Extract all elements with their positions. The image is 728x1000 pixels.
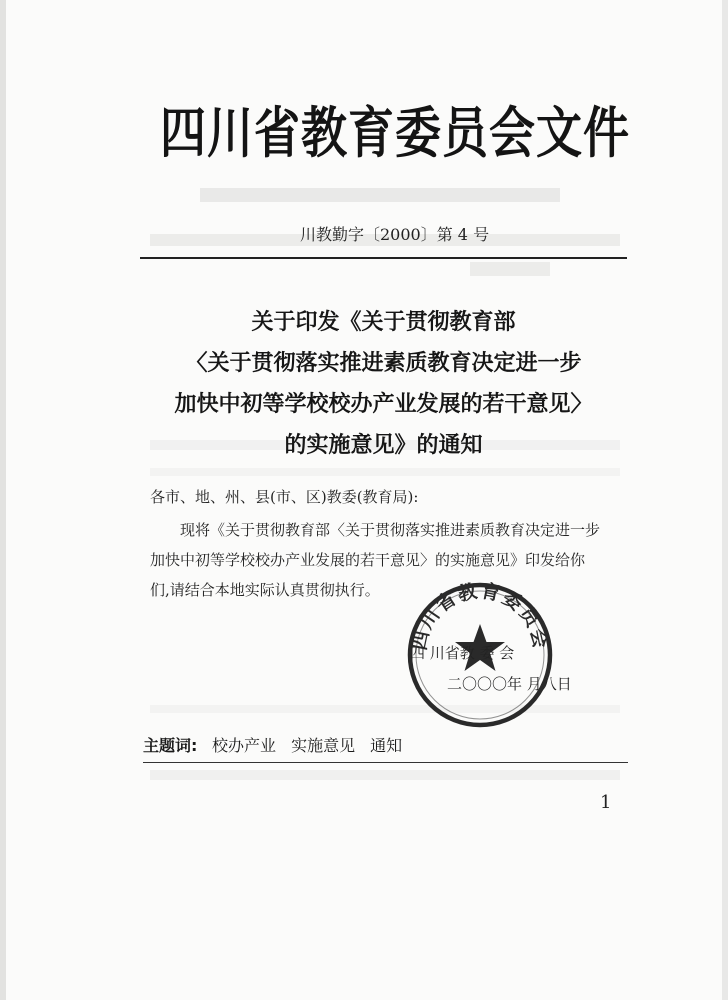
notice-title-line: 加快中初等学校校办产业发展的若干意见〉 — [174, 392, 593, 417]
notice-title-line: 关于印发《关于贯彻教育部 — [251, 310, 516, 335]
body-paragraph — [150, 515, 630, 605]
keywords-value: 校办产业 实施意见 通知 — [212, 736, 403, 755]
issue-date: 二〇〇〇年 月八日 — [447, 675, 572, 693]
footer-divider — [143, 762, 628, 763]
svg-text:四川省教育委员会: 四川省教育委员会 — [408, 580, 552, 652]
document-number: 川教勤字〔2000〕第 4 号 — [300, 225, 490, 244]
notice-title-line: 的实施意见》的通知 — [284, 433, 483, 458]
notice-title — [140, 302, 627, 466]
issuer-signature: 四 川省教 委 会 — [410, 644, 515, 662]
document-header-title: 四川省教育委员会文件 — [160, 100, 630, 165]
body-line: 们,请结合本地实际认真贯彻执行。 — [150, 581, 380, 599]
keywords-label: 主题词: — [143, 736, 198, 755]
body-line: 加快中初等学校校办产业发展的若干意见〉的实施意见》印发给你 — [150, 551, 586, 569]
addressee: 各市、地、州、县(市、区)教委(教育局): — [150, 488, 419, 506]
body-line: 现将《关于贯彻教育部〈关于贯彻落实推进素质教育决定进一步 — [180, 521, 601, 539]
notice-title-line: 〈关于贯彻落实推进素质教育决定进一步 — [185, 351, 582, 376]
page-number: 1 — [600, 792, 612, 813]
header-divider — [140, 257, 627, 259]
